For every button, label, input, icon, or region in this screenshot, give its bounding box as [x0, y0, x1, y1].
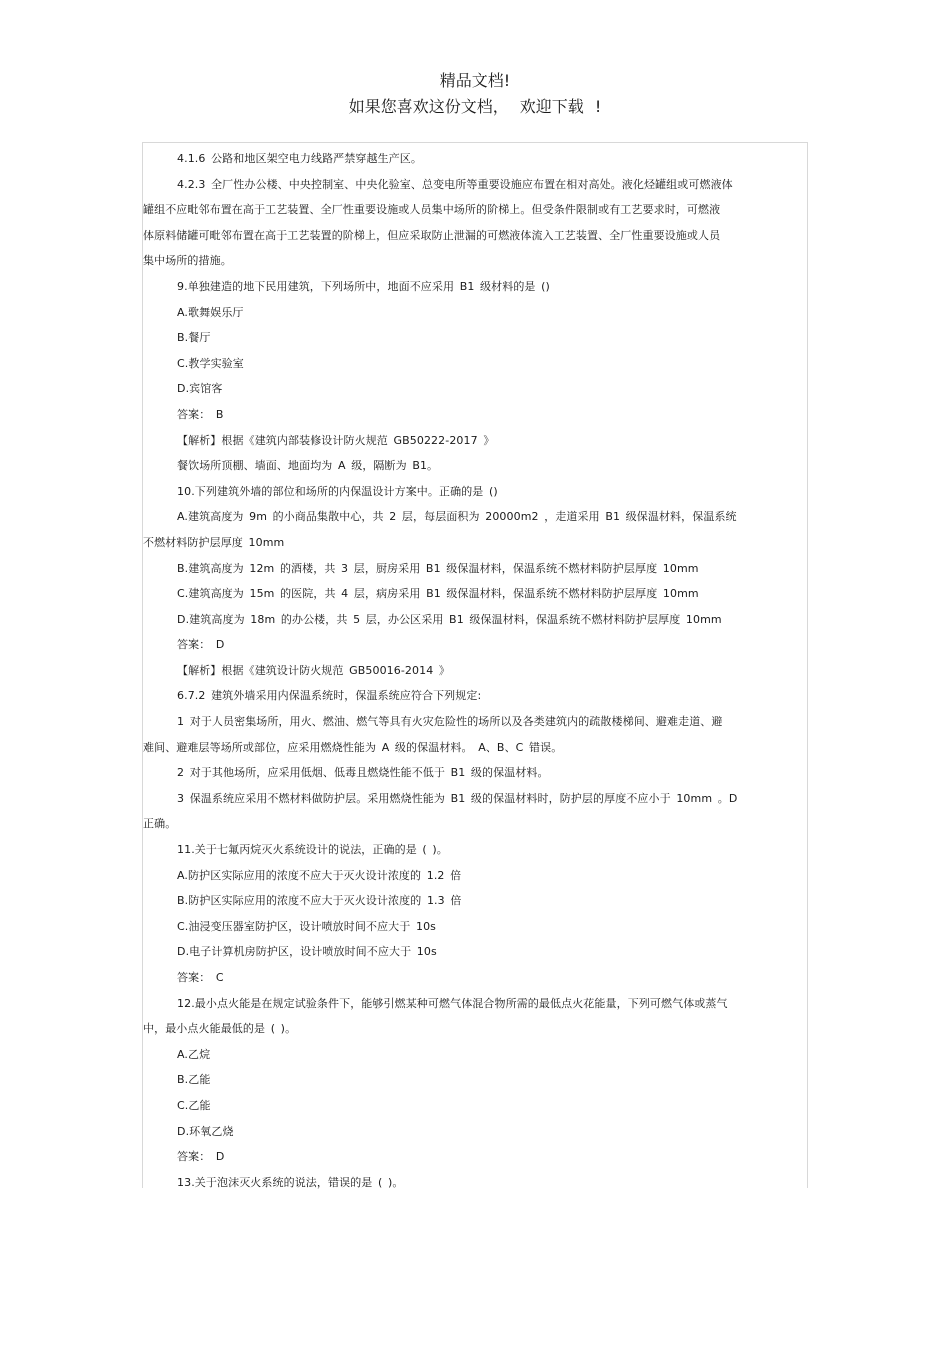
- text-line: C.油浸变压器室防护区，设计喷放时间不应大于 10s: [177, 919, 437, 933]
- text-line: 11.关于七氟丙烷灭火系统设计的说法，正确的是 ( )。: [177, 843, 448, 857]
- header-subtitle: 如果您喜欢这份文档， 欢迎下载 !: [348, 97, 602, 116]
- text-line: C.建筑高度为 15m 的医院，共 4 层，病房采用 B1 级保温材料，保温系统不燃材料防护层厚度 10mm: [177, 587, 699, 601]
- text-line: 罐组不应毗邻布置在高于工艺装置、全厂性重要设施或人员集中场所的阶梯上。但受条件限制或有工艺要求时，可燃液: [143, 203, 721, 217]
- text-line: A.歌舞娱乐厅: [177, 305, 244, 319]
- text-line: 答案： C: [177, 971, 224, 984]
- text-line: 集中场所的措施。: [143, 254, 232, 268]
- text-line: 9.单独建造的地下民用建筑，下列场所中，地面不应采用 B1 级材料的是 (): [177, 279, 550, 293]
- text-line: B.乙能: [177, 1073, 211, 1087]
- text-line: D.电子计算机房防护区，设计喷放时间不应大于 10s: [177, 945, 437, 959]
- document-header: [0, 70, 950, 118]
- text-line: 体原料储罐可毗邻布置在高于工艺装置的阶梯上，但应采取防止泄漏的可燃液体流入工艺装置、全厂性重要设施或人员: [143, 228, 721, 242]
- text-line: B.防护区实际应用的浓度不应大于灭火设计浓度的 1.3 倍: [177, 894, 462, 908]
- text-line: C.教学实验室: [177, 356, 244, 370]
- text-line: D.宾馆客: [177, 382, 223, 396]
- text-line: 难间、避难层等场所或部位，应采用燃烧性能为 A 级的保温材料。 A、B、C 错误。: [143, 740, 563, 754]
- text-line: 答案： D: [177, 1150, 225, 1164]
- text-line: A.防护区实际应用的浓度不应大于灭火设计浓度的 1.2 倍: [177, 868, 462, 882]
- text-line: 13.关于泡沫灭火系统的说法，错误的是 ( )。: [177, 1175, 404, 1189]
- text-line: 1 对于人员密集场所，用火、燃油、燃气等具有火灾危险性的场所以及各类建筑内的疏散楼梯间、避难走道、避: [177, 715, 723, 729]
- text-line: 4.2.3 全厂性办公楼、中央控制室、中央化验室、总变电所等重要设施应布置在相对高处。液化烃罐组或可燃液体: [177, 177, 733, 191]
- text-line: 答案： D: [177, 638, 225, 652]
- text-line: C.乙能: [177, 1098, 211, 1112]
- text-line: B.建筑高度为 12m 的酒楼，共 3 层，厨房采用 B1 级保温材料，保温系统不燃材料防护层厚度 10mm: [177, 561, 699, 575]
- header-title: 精品文档!: [439, 71, 511, 90]
- text-line: 6.7.2 建筑外墙采用内保温系统时，保温系统应符合下列规定:: [177, 689, 482, 703]
- text-line: 2 对于其他场所，应采用低烟、低毒且燃烧性能不低于 B1 级的保温材料。: [177, 766, 549, 780]
- text-line: 不燃材料防护层厚度 10mm: [143, 535, 285, 549]
- text-line: 【解析】根据《建筑设计防火规范 GB50016-2014 》: [177, 663, 451, 677]
- text-line: D.环氧乙烧: [177, 1124, 234, 1138]
- text-line: 中，最小点火能最低的是 ( )。: [143, 1022, 297, 1036]
- text-line: 餐饮场所顶棚、墙面、地面均为 A 级，隔断为 B1。: [177, 459, 439, 473]
- document-body: [143, 146, 808, 1195]
- text-line: 3 保温系统应采用不燃材料做防护层。采用燃烧性能为 B1 级的保温材料时，防护层的厚度不应小于 10mm 。D: [177, 791, 738, 805]
- text-line: 10.下列建筑外墙的部位和场所的内保温设计方案中。正确的是 (): [177, 484, 498, 498]
- text-line: B.餐厅: [177, 331, 211, 345]
- text-line: 正确。: [143, 817, 177, 831]
- text-line: 【解析】根据《建筑内部装修设计防火规范 GB50222-2017 》: [177, 433, 495, 447]
- text-line: 4.1.6 公路和地区架空电力线路严禁穿越生产区。: [177, 152, 422, 165]
- text-line: 12.最小点火能是在规定试验条件下，能够引燃某种可燃气体混合物所需的最低点火花能量，下列可燃气体或蒸气: [177, 996, 728, 1010]
- text-line: D.建筑高度为 18m 的办公楼，共 5 层，办公区采用 B1 级保温材料，保温系统不燃材料防护层厚度 10mm: [177, 612, 722, 626]
- text-line: A.乙烷: [177, 1047, 211, 1061]
- text-line: A.建筑高度为 9m 的小商品集散中心，共 2 层，每层面积为 20000m2 ，走道采用 B1 级保温材料，保温系统: [177, 510, 737, 524]
- text-line: 答案： B: [177, 407, 224, 421]
